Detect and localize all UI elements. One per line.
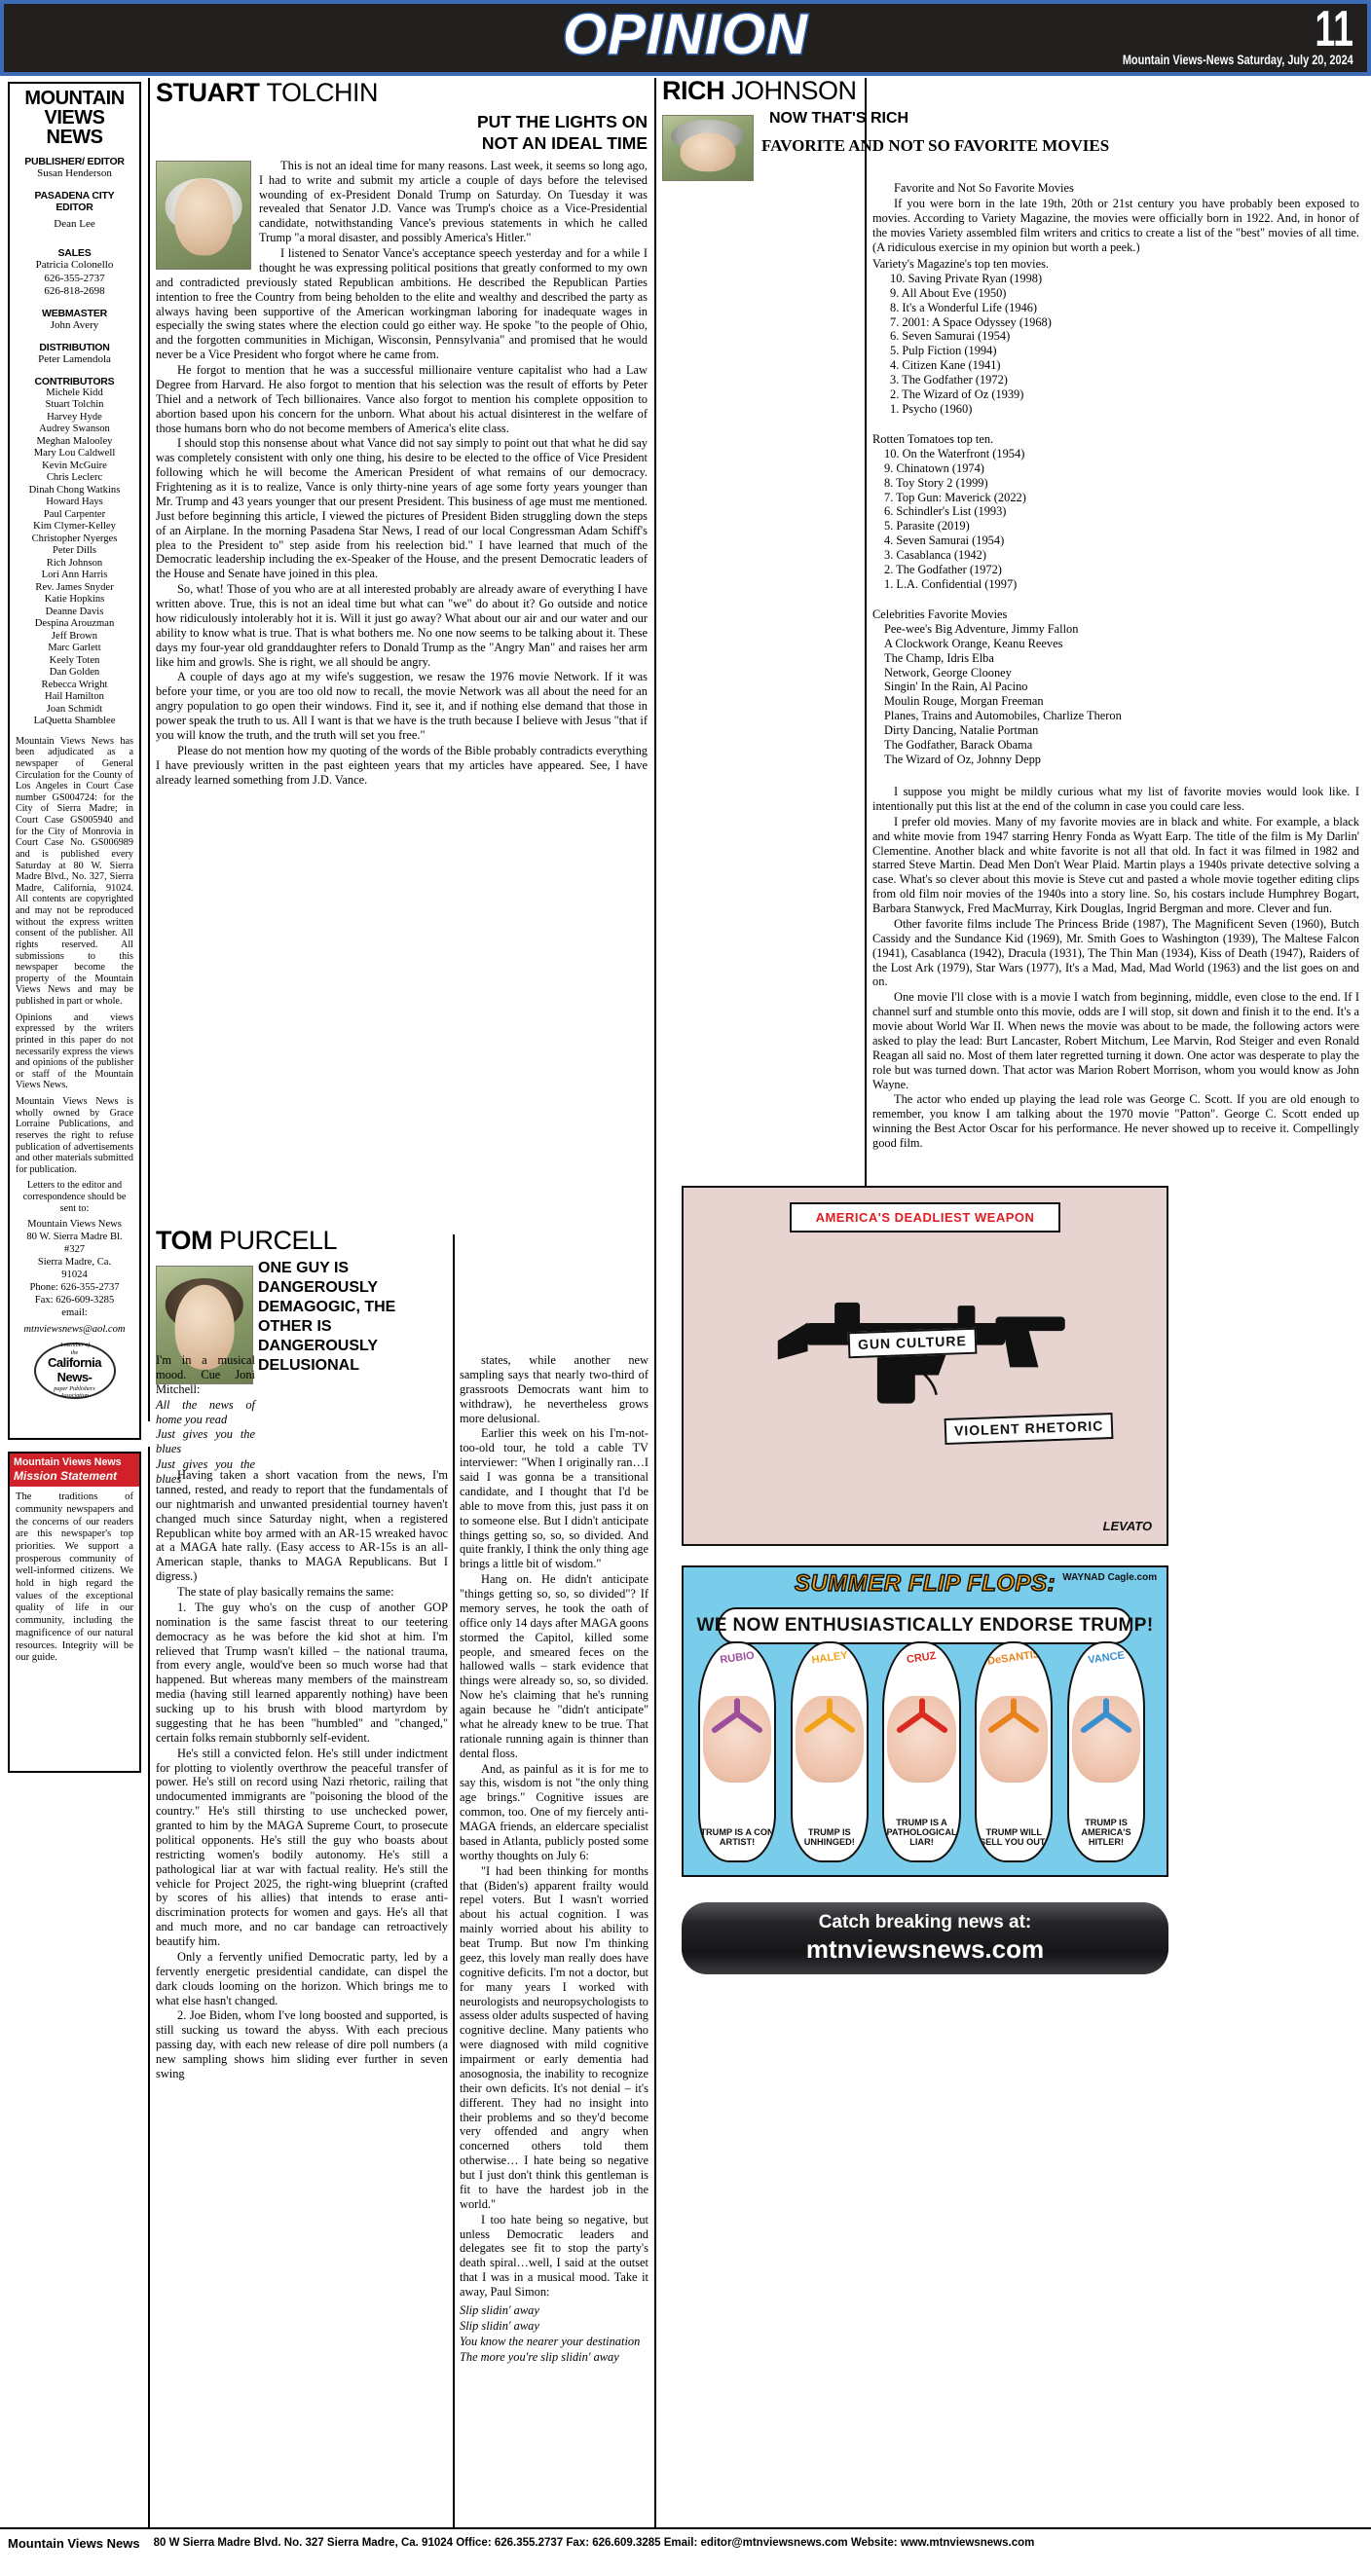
cartoon-summer-flip-flops [682,1565,1168,1877]
purcell-headline-line-2: DEMAGOGIC, THE OTHER IS [258,1299,396,1335]
flipflop-caption: TRUMP IS UNHINGED! [803,1827,855,1848]
cartoon-americas-deadliest-weapon [682,1186,1168,1546]
list-item: Lori Ann Harris [41,570,108,581]
flipflop-rubio [698,1641,776,1863]
lyric-line: The more you're slip slidin' away [460,2349,619,2364]
cartoon-gun-culture-label [848,1330,977,1356]
list-item: Christopher Nyerges [31,533,118,544]
sales-name: Patricia Colonello [35,258,114,271]
list-item: 3. The Godfather (1972) [890,373,1008,386]
johnson-kicker: NOW THAT'S RICH [769,110,909,127]
article-paragraph: A couple of days ago at my wife's suggestion, we resaw the 1976 movie Network. If it was before your time, or you are too old now to recall, the movie Network was all about the need for an angry population to go open their windows. Find it, see it, and if nothing else demand that those in power speak the truth to us. All I want is that we have is the truth because I believe with Jesus "that if you will know the truth, and the truth will set you free." [156,670,648,742]
list-item: Peter Dills [52,545,97,557]
johnson-headline: FAVORITE AND NOT SO FAVORITE MOVIES [761,136,1110,155]
violent-rhetoric-sign: VIOLENT RHETORIC [944,1413,1113,1445]
pasadena-editor-name: Dean Lee [54,217,95,230]
flipflop-desantis [975,1641,1053,1863]
article-paragraph: Hang on. He didn't anticipate "things getting so, so, so divided"? If memory serves, he took the oath of office only 14 days after MAGA goons stormed the Capitol, killed some people, and smeared feces on the hallowed walls – stark evidence that things were already so, so, so divided. Now he's claiming that he's running again because he "didn't anticipate" what he already knew to be true. That rationale running again is thinner than dental floss. [460,1572,648,1760]
article-paragraph: I too hate being so negative, but unless Democratic leaders and delegates see fit to stop the party's death spiral…well, I said at the outset that I was in a musical mood. Take it away, Paul Simon: [460,2212,648,2299]
johnson-intro [872,181,1359,254]
list-item: Harvey Hyde [47,411,102,423]
flipflop-haley [791,1641,869,1863]
list-item: 1. L.A. Confidential (1997) [884,576,1018,591]
list-item: Moulin Rouge, Morgan Freeman [884,694,1044,709]
list-item: 8. Toy Story 2 (1999) [884,475,988,490]
promo-line-1: Catch breaking news at: [818,1912,1032,1933]
article-paragraph: I listened to Senator Vance's acceptance speech yesterday and for a while I thought he was expressing political positions that greatly conformed to my own and contradicted previously stated Republican ambitions. He described the Republican Parties intention to free the Country from being beholden to the elite and wealthy and described the party as always having been supportive of the American workingman laboring for inadequate wages in especially the swing states where the election could go either way. He spoke "to the people of Ohio, and the forgotten communities in Michigan, Wisconsin, Pennsylvania" and promised that he would never be a Vice President who forgot where he came from. [156,246,648,362]
article-paragraph: 2. Joe Biden, whom I've long boosted and supported, is still sucking us toward the abyss. With each precious passing day, with each new release of dire poll numbers (a new sampling shows him sliding ever further in seven swing [156,2008,448,2080]
purcell-body-left [156,1468,448,2081]
flipflop-caption: TRUMP WILL SELL YOU OUT! [979,1827,1049,1848]
sales-label: SALES [57,246,92,259]
list-item: Jeff Brown [51,630,98,642]
sales-phone-1: 626-355-2737 [44,272,105,284]
flipflop-caption: TRUMP IS A CON ARTIST! [700,1827,774,1848]
list-item: Deanne Davis [45,606,104,617]
article-paragraph: If you were born in the late 19th, 20th or 21st century you have probably been exposed to movies. According to Variety Magazine, the movies were officially born in 1922. And, in honor of the movies Variety assembled film writers and critics to create a list of the "best" movies of all time. (A ridiculous exercise in my opinion but worth a peek.) [872,196,1359,254]
letters-label: Letters to the editor and correspondence should be sent to: [22,1180,127,1214]
list-item: Dan Golden [49,667,100,679]
contributors-label: CONTRIBUTORS [34,375,115,387]
webmaster-name: John Avery [50,319,99,332]
legal-paragraph-2: Opinions and views expressed by the writers printed in this paper do not necessarily express the views and opinions of the publisher or staff of the Mountain Views News. [16,1012,133,1091]
flipflop-strap [895,1682,948,1748]
page-body [0,76,1371,2500]
article-paragraph: And, as painful as it is for me to say this, wisdom is not "the only thing age brings." Cognitive issues are common, too. One of my fiercely anti-MAGA friends, an eldercare specialist based in Atlanta, publicly posted some worthy thoughts on July 6: [460,1761,648,1862]
footer-brand: Mountain Views News [8,2535,140,2551]
cnpa-membership-seal [34,1343,116,1399]
list-item: 10. Saving Private Ryan (1998) [890,271,1043,285]
purcell-column-right [460,1353,648,2365]
list-item: 6. Seven Samurai (1954) [890,329,1011,344]
cartoon-flipflops-speech-bubble: WE NOW ENTHUSIASTICALLY ENDORSE TRUMP! [718,1607,1133,1644]
johnson-byline-first: RICH [662,76,724,105]
list-item: Michele Kidd [46,386,103,398]
johnson-headline-block [761,136,1363,156]
article-paragraph: He forgot to mention that he was a successful millionaire venture capitalist who had a Law Degree from Harvard. He also forgot to mention that his selection was the result of efforts by Peter Thiel and a network of Tech billionaires. Vance also forgot to mention his complete opposition to abortion based upon his concern for the unborn. What about his actual disinterest in the welfare of those humans born who do not become members of America's elite class. [156,363,648,435]
legal-paragraph-1: Mountain Views News has been adjudicated as a newspaper of General Circulation for the County of Los Angeles in Court Case number GS004724: for the City of Sierra Madre; in Court Case GS005940 and for the City of Monrovia in Court Case No. GS006989 and is published every Saturday at 80 W. Sierra Madre Blvd., No. 327, Sierra Madre, California, 91024. All contents are copyrighted and may not be reproduced without the express written consent of the publisher. All rights reserved. All submissions to this newspaper become the property of the Mountain Views News and may be published in part or whole. [16,735,133,1008]
lyric-line: Just gives you the blues [156,1427,255,1456]
list-item: Chris Leclerc [46,472,103,484]
info-logo: MOUNTAIN VIEWS NEWS [24,88,125,148]
list-item: Paul Carpenter [43,508,106,520]
article-paragraph: Earlier this week on his I'm-not-too-old tour, he told a cable TV interviewer: "When I originally ran…I said I was gonna be a transitional candidate, and I thought that I'd be able to move from this, just pass it on to someone else. But I didn't anticipate things getting so, so, so divided. And quite frankly, I think the only thing age brings a little bit of wisdom." [460,1426,648,1571]
list-item: LaQuetta Shamblee [33,716,116,727]
list-item: The Wizard of Oz, Johnny Depp [884,752,1041,766]
johnson-celeb-list [872,622,1359,767]
list-item: 10. On the Waterfront (1954) [884,446,1025,460]
list-item: Singin' In the Rain, Al Pacino [884,680,1028,694]
cartoon-flipflops-signature: WAYNAD Cagle.com [1062,1572,1158,1584]
purcell-headline [258,1259,453,1376]
photo-face [680,132,735,171]
page-footer [0,2527,1371,2557]
flipflop-strap [1080,1682,1133,1748]
mailing-address [16,1219,133,1319]
johnson-intro-block [872,181,1359,255]
article-paragraph: Having taken a short vacation from the news, I'm tanned, rested, and ready to report that the fundamentals of our nightmarish and unwanted presidential tourney haven't changed much since Saturday night, when a registered Republican white boy armed with an AR-15 wreaked havoc at a MAGA hate rally. (Easy access to AR-15s is an all-American staple, thanks to MAGA Republicans. But I digress.) [156,1468,448,1584]
list-item: Howard Hays [46,497,103,508]
list-item: 8. It's a Wonderful Life (1946) [890,300,1038,314]
list-item: The Godfather, Barack Obama [884,737,1033,752]
lyric-line: Just gives you the blues [156,1457,255,1486]
publisher-name: Susan Henderson [37,167,112,180]
column-rule-4 [865,78,867,1334]
column-rule-2 [453,1234,455,2529]
page-number: 11 [1315,1,1353,57]
photo-face [174,178,233,255]
flipflop-name: RUBIO [719,1649,756,1667]
masthead-inner [4,1,1367,72]
tolchin-byline-first: STUART [156,78,260,107]
cartoon-flipflops-title: SUMMER FLIP FLOPS: [794,1570,1056,1598]
cartoon-gun-banner: AMERICA'S DEADLIEST WEAPON [790,1202,1060,1233]
cartoon-violent-rhetoric-label [945,1416,1113,1442]
list-item: Kevin McGuire [42,460,107,471]
list-item: 2. The Wizard of Oz (1939) [890,386,1024,401]
article-paragraph: I suppose you might be mildly curious what my list of favorite movies would look like. I intentionally put this list at the end of the column in case you could care less. [872,785,1359,813]
list-item: Pee-wee's Big Adventure, Jimmy Fallon [884,621,1079,636]
list-item: A Clockwork Orange, Keanu Reeves [884,636,1063,650]
list-item: 1. Psycho (1960) [890,401,973,416]
list-item: Mountain Views News [27,1219,122,1231]
purcell-lyric-1 [156,1353,255,1487]
list-item: #327 [63,1244,86,1256]
list-item: Rich Johnson [46,557,103,569]
article-paragraph: So, what! Those of you who are at all interested probably are already aware of everything I have written above. True, this is not an ideal time but what can "we" do about it? Go outside and notice how ridiculously intolerably hot it is. Will it just go away? What about our air and our water and our ability to know what is true. That is what bothers me. No one now seems to be talking about it. These days my four-year old granddaughter refers to Donald Trump as the "Angry Man" and raises her arm like him and growls. She is right, we all should be angry. [156,582,648,669]
johnson-variety-label: Variety's Magazine's top ten movies. [872,257,1049,271]
purcell-headline-line-3: DANGEROUSLY DELUSIONAL [258,1338,378,1374]
article-paragraph: 1. The guy who's on the cusp of another GOP nomination is the same fascist threat to our teetering democracy as he was before the kid shot at him. I'm relieved that Trump wasn't killed – the national trauma, from every angle, would've been so much worse had that happened. But whereas many members of the mainstream media (having still learned apparently nothing) have been sucking up to his brush with blood martyrdom by suggesting that he has been "humbled" and "changed," certain folks remain stubbornly self-evident. [156,1600,448,1745]
list-item: 5. Parasite (2019) [884,519,970,534]
column-rule-3 [654,78,656,2527]
johnson-rotten-list [872,447,1359,592]
list-item: 3. Casablanca (1942) [884,548,986,562]
lyric-line: Slip slidin' away [460,2318,539,2333]
mission-statement-text: The traditions of community newspapers and the concerns of our readers are this newspaper's top priorities. We support a prosperous community of well-informed citizens. We hold in high regard the values of the exceptional quality of life in our community, including the magnificence of our natural resources. Integrity will be our guide. [16,1491,133,1664]
list-item: Hail Hamilton [45,691,104,703]
legal-notices [16,736,133,1215]
article-paragraph: Other favorite films include The Princess Bride (1987), The Magnificent Seven (1960), Butch Cassidy and the Sundance Kid (1969), Mr. Smith Goes to Washington (1939), The Maltese Falcon (1941), Casablanca (1942), Dracula (1931), The Thin Man (1934), Kiss of Death (1947), Raiders of the Lost Ark (1979), Star Wars (1977), It's a Mad, Mad, Mad World (1963) and the list goes on and on. [872,916,1359,989]
sales-phone-2: 626-818-2698 [44,285,105,298]
list-item: Fax: 626-609-3285 [34,1294,115,1306]
list-item: 4. Seven Samurai (1954) [884,534,1005,548]
list-item: 2. The Godfather (1972) [884,562,1002,576]
list-item: email: [61,1306,88,1318]
list-item: Rev. James Snyder [35,581,114,593]
article-paragraph: I prefer old movies. Many of my favorite movies are in black and white. For example, a black and white movie from 1947 starring Henry Fonda as Wyatt Earp. The title of the film is My Darlin' Clementine. Another black and white favorite is not all that old. In fact it was filmed in 1982 and starred Steve Martin. Dead Men Don't Wear Plaid. Martin plays a 1940s private detective solving a case. What's so clever about this movie is Steve cut and pasted a whole movie together editing clips from old film noir movies of the 1940s into a story line. So, his costars include Humphrey Bogart, Barbara Stanwyck, Fred MacMurray, Kirk Douglas, Ingrid Bergman and more. Clever and fun. [872,814,1359,915]
list-item: Keely Toten [49,654,100,666]
purcell-lyric-2 [460,2303,648,2365]
flipflop-strap [802,1682,856,1748]
lyric-line: I'm in a musical mood. Cue Joni Mitchell: [156,1353,255,1396]
tolchin-headline-line-2: NOT AN IDEAL TIME [481,132,648,153]
article-paragraph: Please do not mention how my quoting of the words of the Bible probably contradicts everything I have previously written in the past eighteen years that my articles have appeared. See, I have already learned something from J.D. Vance. [156,743,648,787]
johnson-variety-list [872,272,1359,417]
article-paragraph: states, while another new sampling says that nearly two-third of grassroots Democrats want him to withdraw), he nevertheless grows more delusional. [460,1353,648,1425]
johnson-body [872,785,1359,1151]
list-item: 7. Top Gun: Maverick (2022) [884,490,1026,504]
flipflop-cruz [882,1641,960,1863]
purcell-body-right [460,1353,648,2300]
purcell-byline-last: PURCELL [219,1226,338,1255]
list-item: Mary Lou Caldwell [33,448,116,460]
flipflop-strap [987,1682,1041,1748]
list-item: 9. All About Eve (1950) [890,285,1007,300]
distribution-label: DISTRIBUTION [39,341,110,353]
list-item: Rebecca Wright [41,679,108,690]
purcell-byline [156,1228,448,1254]
article-tolchin [156,80,648,788]
list-item: 4. Citizen Kane (1941) [890,358,1001,373]
promo-text [806,1912,1044,1964]
list-item: Planes, Trains and Automobiles, Charlize Theron [884,709,1122,723]
mission-title-line-1: Mountain Views News [14,1456,122,1468]
list-item: 80 W. Sierra Madre Bl. [26,1232,123,1243]
article-paragraph: Favorite and Not So Favorite Movies [894,181,1074,195]
article-paragraph: One movie I'll close with is a movie I watch from beginning, middle, even close to the end. If I channel surf and stumble onto this movie, odds are I will stop, sit down and finish it to the end. It's a movie about World War II. When news the movie was about to be made, the following actors were asked to play the lead: Burt Lancaster, Robert Mitchum, Lee Marvin, Rod Steiger and even Ronald Reagan all said no. Most of them later regretted turning it down. One actor was desperate to play the role but was turned down. That actor was Marion Robert Morrison, whom you would know as John Wayne. [872,990,1359,1091]
pasadena-editor-label: PASADENA CITY EDITOR [34,189,115,213]
tolchin-byline [156,80,648,106]
flipflop-strap [711,1682,764,1748]
article-paragraph: Only a fervently unified Democratic party, led by a fervently energetic presidential candidate, can dispel the dark clouds looming on the horizon. Which brings me to what else hasn't changed. [156,1949,448,2007]
flipflop-name: VANCE [1087,1649,1126,1667]
page-masthead [0,0,1371,76]
footer-contact-info: 80 W Sierra Madre Blvd. No. 327 Sierra Madre, Ca. 91024 Office: 626.355.2737 Fax: 626.609.3285 Email: editor@mtnviewsnews.com Website: www.mtnviewsnews.com [153,2537,1035,2549]
johnson-byline [662,78,857,104]
list-item: 91024 [61,1270,88,1280]
list-item: Phone: 626-355-2737 [29,1281,120,1293]
flipflop-vance [1067,1641,1145,1863]
list-item: Network, George Clooney [884,665,1012,680]
publisher-label: PUBLISHER/ EDITOR [24,156,125,167]
flipflop-caption: TRUMP IS AMERICA'S HITLER! [1081,1818,1131,1848]
johnson-body-block [872,785,1359,1152]
article-paragraph: I should stop this nonsense about what Vance did not say simply to point out that what he did say was completely consistent with only one thing, his desire to be elected to the office of Vice President following which he will become the American President of what remains of our democracy. Frightening as it is to realize, Vance is only thirty-nine years of age some forty years younger than Mr. Trump and 43 years younger that our present President. This business of age must me mentioned. Just before beginning this article, I viewed the pictures of President Biden struggling down the steps of an Airplane. In the morning Pasadena Star News, I read of our local Congressman Adam Schiff's plea to the President to" step aside from his reelection bid." I have learned that much of the Democratic leadership including the ex-Speaker of the House, and the present Democratic leaders of the House and Senate have joined in this plea. [156,436,648,581]
list-item: Meghan Malooley [36,435,113,447]
mission-title-line-2: Mission Statement [14,1468,118,1483]
johnson-author-photo [662,115,754,181]
list-item: Joan Schmidt [46,703,103,715]
article-paragraph: This is not an ideal time for many reasons. Last week, it seems so long ago, I had to write and submit my article a couple of days before the televised wounding of ex-President Donald Trump on Saturday. On Tuesday it was revealed that Senator J.D. Vance was Trump's choice as a Vice-Presidential candidate, notwithstanding Vance's previous statements in which he called Trump "a moral disaster, and possibly America's Hitler." [259,158,648,245]
purcell-column-left [156,1468,448,2082]
list-item: 5. Pulp Fiction (1994) [890,344,997,358]
johnson-celeb-label: Celebrities Favorite Movies [872,607,1008,621]
list-item: Marc Garlett [48,643,101,654]
lyric-line: You know the nearer your destination [460,2334,641,2348]
promo-website[interactable]: mtnviewsnews.com [805,1933,1045,1964]
article-paragraph: The state of play basically remains the same: [177,1585,394,1599]
column-rule-1b [148,1447,150,2527]
newspaper-info-box [8,82,141,1440]
johnson-variety-block [872,257,1359,417]
masthead-paper-date: Mountain Views-News Saturday, July 20, 2024 [1123,52,1353,67]
list-item: Katie Hopkins [44,594,105,606]
cnpa-line-2: the [70,1348,79,1356]
cnpa-line-4: Association [60,1391,89,1399]
email-address[interactable]: mtnviewsnews@aol.com [23,1323,126,1335]
purcell-headline-line-1: ONE GUY IS DANGEROUSLY [258,1260,378,1296]
list-item: The Champ, Idris Elba [884,650,994,665]
contributors-list [16,387,133,728]
list-item: 9. Chinatown (1974) [884,460,984,475]
johnson-rotten-block [872,432,1359,592]
flipflop-name: DeSANTIS [986,1648,1042,1668]
distribution-name: Peter Lamendola [38,352,111,365]
section-title: OPINION [563,3,808,66]
johnson-rotten-label: Rotten Tomatoes top ten. [872,432,994,446]
cnpa-line-1: A member of [58,1342,91,1349]
johnson-byline-block [662,78,857,104]
list-item: Dinah Chong Watkins [28,484,121,496]
flipflop-caption: TRUMP IS A PATHOLOGICAL LIAR! [886,1818,957,1848]
breaking-news-promo[interactable] [682,1902,1168,1974]
list-item: Dirty Dancing, Natalie Portman [884,723,1039,737]
mission-statement-header [10,1454,139,1487]
gun-culture-sign: GUN CULTURE [847,1328,977,1358]
webmaster-label: WEBMASTER [41,308,108,319]
cartoon-gun-signature: LEVATO [1102,1519,1153,1534]
article-paragraph: The actor who ended up playing the lead role was George C. Scott. If you are old enough to remember, you know I am talking about the 1970 movie "Patton". George C. Scott ended up winning the Best Actor Oscar for his performance. He never showed up to receive it. Compellingly good film. [872,1092,1359,1150]
flipflop-name: CRUZ [906,1649,938,1666]
tolchin-byline-last: TOLCHIN [266,78,379,107]
article-paragraph: He's still a convicted felon. He's still under indictment for plotting to violently overthrow the peaceful transfer of power. He's still on record using Nazi rhetoric, railing that undocumented immigrants are "poisoning the blood of the country." He's still thirsting to use unchecked power, granted to him by the MAGA Supreme Court, to prosecute political opponents. He's still the guy who boasts about restricting women's bodily autonomy. He's still a pathological liar at war with factual reality. He's still the vehicle for Project 2025, the right-wing blueprint (crafted by scores of his allies) that intends to erase anti-discrimination protects for women and gays. He's all that and much more, and no car bandage can retroactively beautify him. [156,1746,448,1948]
list-item: 6. Schindler's List (1993) [884,504,1007,519]
lyric-line: Slip slidin' away [460,2302,539,2317]
cnpa-line-3: paper Publishers [54,1384,95,1392]
mission-statement-box [8,1452,141,1773]
tolchin-author-photo [156,161,251,270]
list-item: Sierra Madre, Ca. [37,1257,112,1269]
johnson-byline-last: JOHNSON [731,76,857,105]
tolchin-headline-line-1: PUT THE LIGHTS ON [477,112,648,131]
list-item: Stuart Tolchin [45,399,104,411]
legal-paragraph-3: Mountain Views News is wholly owned by Grace Lorraine Publications, and reserves the right to refuse publication of advertisements and other materials submitted for publication. [16,1096,133,1175]
johnson-kicker-block [769,109,1091,129]
article-purcell-header [156,1228,448,1254]
list-item: 7. 2001: A Space Odyssey (1968) [890,314,1052,329]
lyric-line: All the news of home you read [156,1397,255,1426]
list-item: Audrey Swanson [39,423,110,435]
column-rule-1 [148,78,150,1421]
article-paragraph: "I had been thinking for months that (Biden's) apparent frailty would repel voters. But I wasn't worried about his actual cognition. I was mainly worried about his ability to beat Trump. But now I'm thinking geez, this lovely man really does have cognitive deficits. I'm not a doctor, but for many years I worked with neurologists and neuropsychologists to assess older adults suspected of having cognitive decline. Many patients who were diagnosed with mild cognitive impairment or early dementia had anosognosia, the inability to recognize their own deficits. It's not denial – it's different. They had no insight into their problems and so they'd become very offended and angry when concerned others told them otherwise… I hate being so negative but I just don't think this gentleman is fit to have the hardest job in the world." [460,1863,648,2211]
list-item: Despina Arouzman [34,618,115,630]
johnson-celeb-block [872,607,1359,767]
cnpa-logo-text: California News- [48,1354,101,1384]
flipflop-name: HALEY [810,1649,849,1667]
purcell-byline-first: TOM [156,1226,212,1255]
list-item: Kim Clymer-Kelley [33,521,116,533]
